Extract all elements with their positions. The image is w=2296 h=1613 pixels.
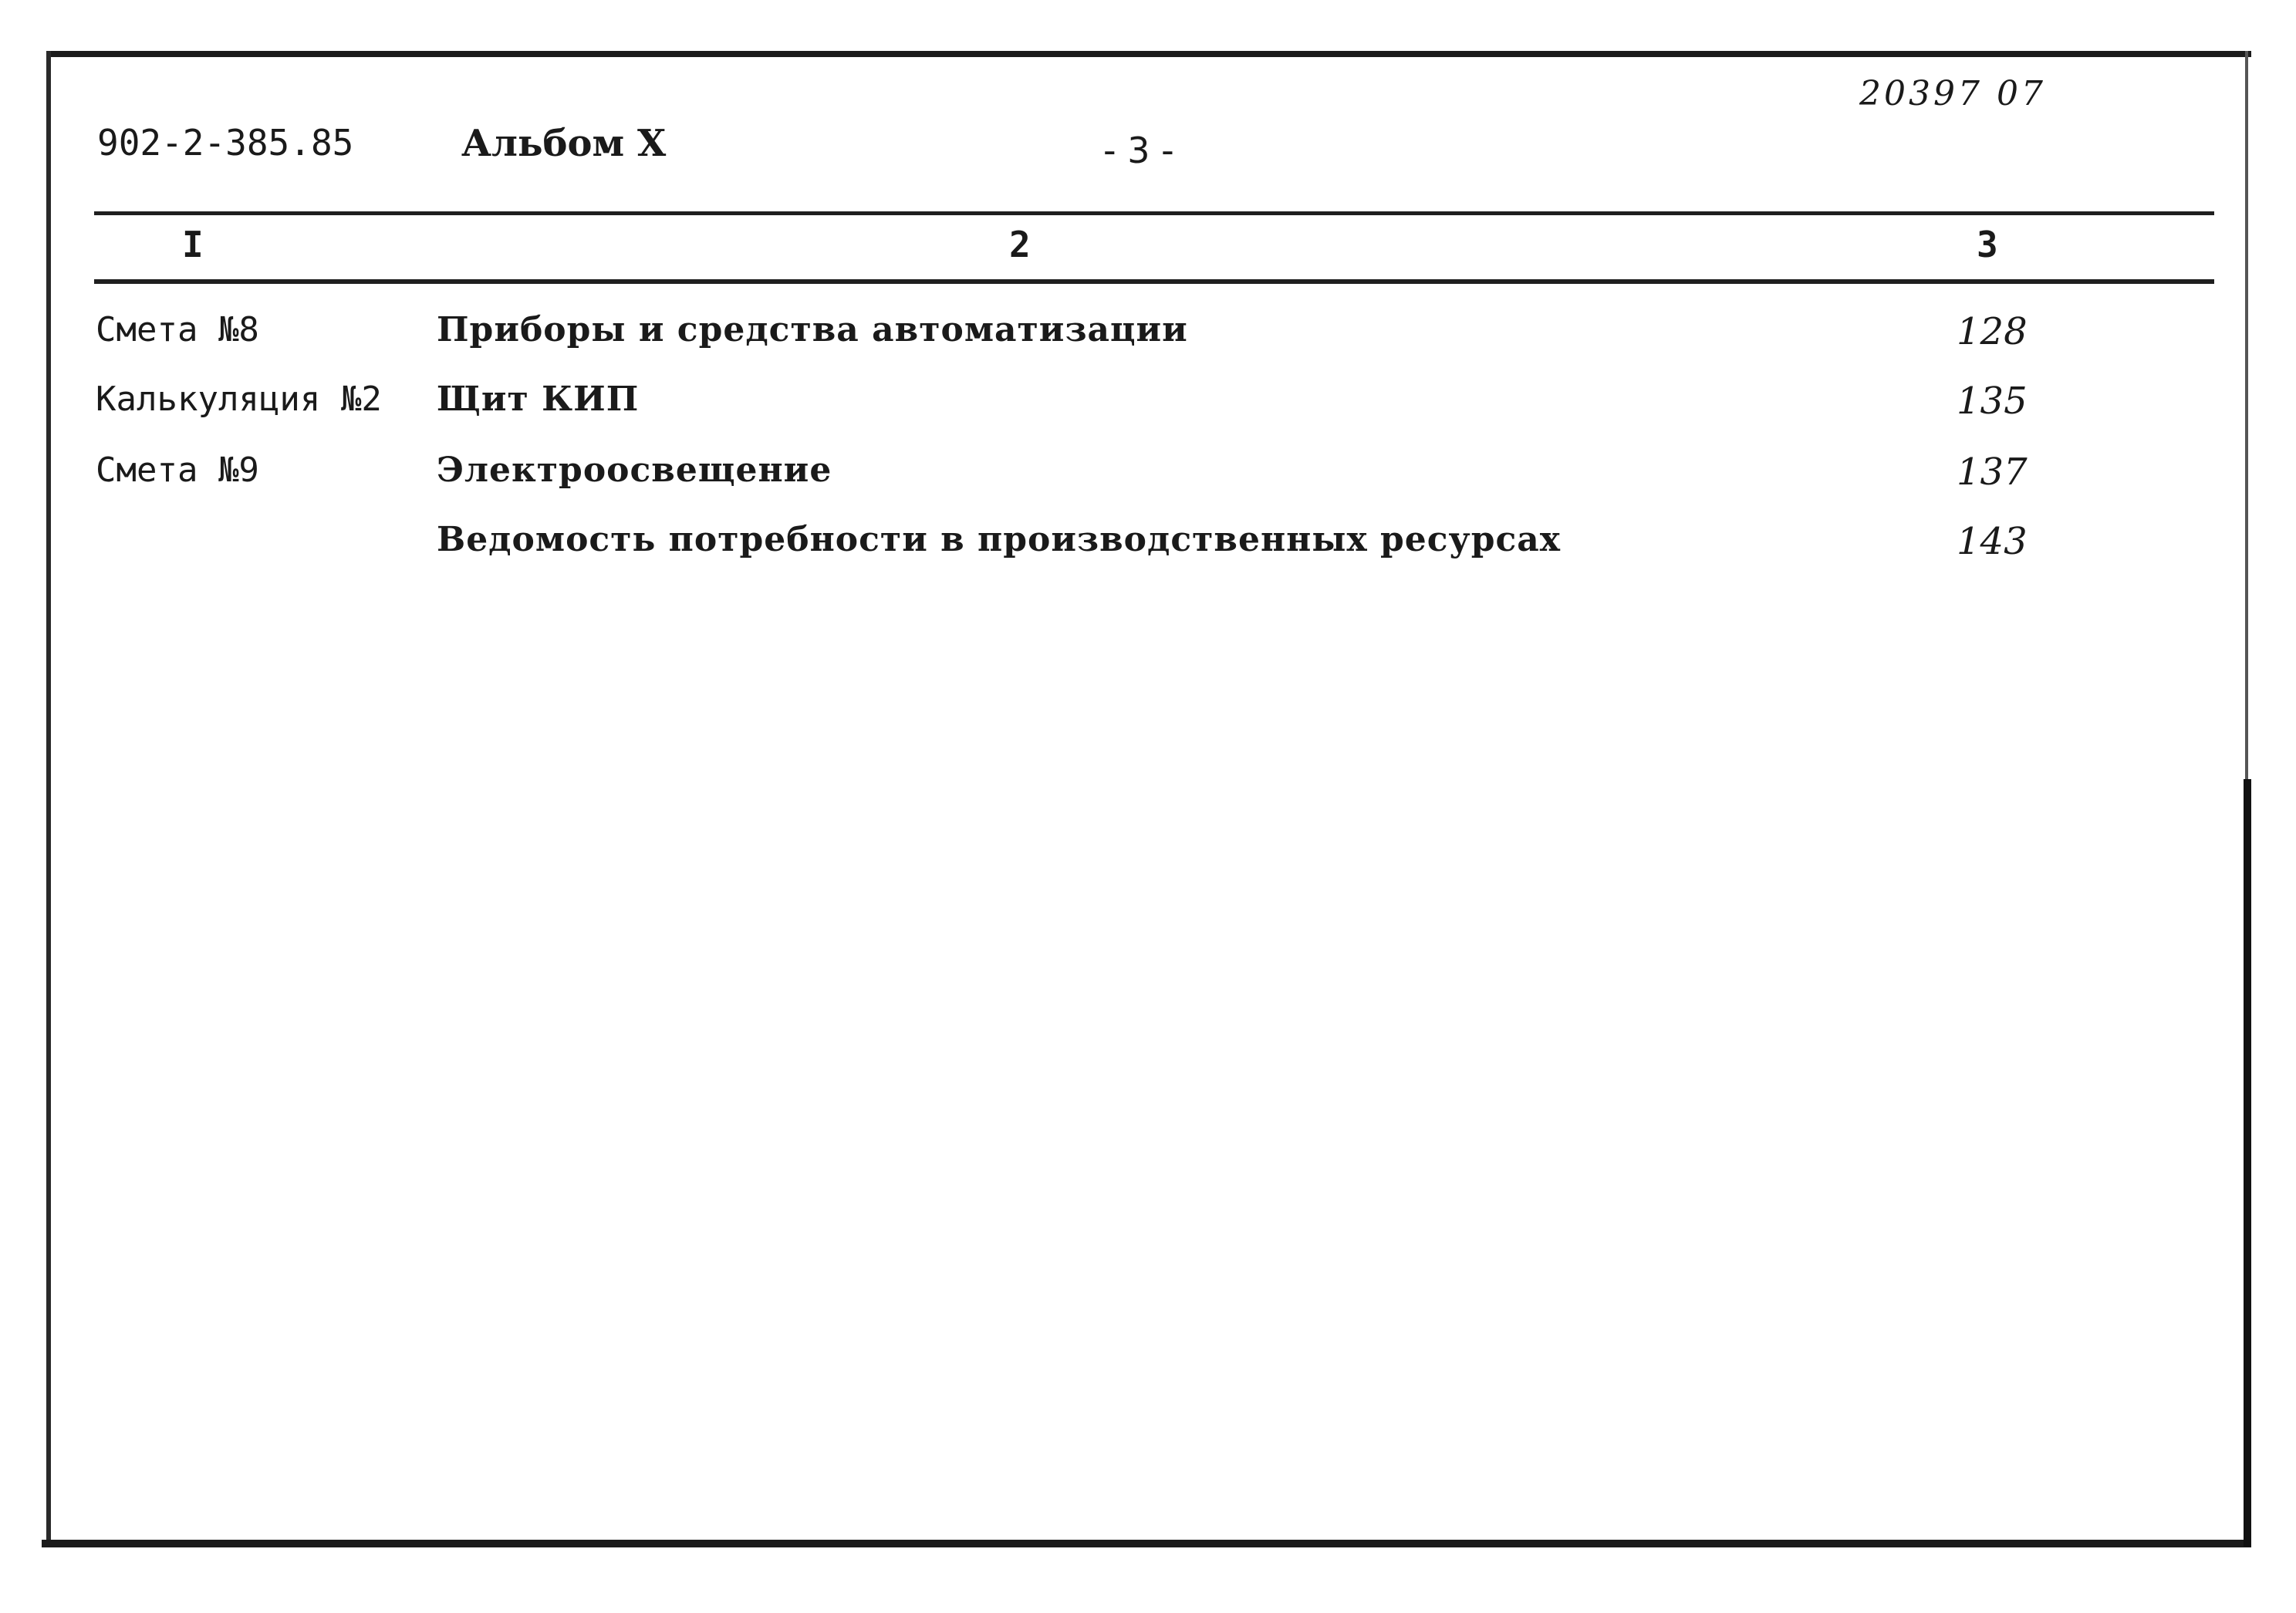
row-page: 137 <box>1957 450 2028 494</box>
album-label: Альбом X <box>461 122 667 165</box>
column-header-1: I <box>182 224 204 265</box>
row-title: Электроосвещение <box>437 450 832 490</box>
sheet-code: 20397 07 <box>1859 74 2046 113</box>
row-name: Смета №8 <box>96 310 259 349</box>
column-header-3: 3 <box>1977 224 1998 265</box>
row-page: 143 <box>1957 520 2028 563</box>
row-name: Калькуляция №2 <box>96 380 382 419</box>
column-header-2: 2 <box>1009 224 1031 265</box>
table-top-rule <box>94 211 2214 215</box>
frame-right-border-upper <box>2245 51 2248 784</box>
frame-top-border <box>48 51 2251 57</box>
table-header-rule <box>94 279 2214 284</box>
frame-right-border-lower <box>2244 779 2251 1547</box>
frame-left-border <box>46 51 51 1547</box>
frame-bottom-border <box>42 1540 2251 1547</box>
row-title: Ведомость потребности в производственных ресурсах <box>437 520 1562 559</box>
row-title: Приборы и средства автоматизации <box>437 310 1188 349</box>
row-title: Щит КИП <box>437 380 640 419</box>
row-page: 135 <box>1957 380 2028 423</box>
page-number: - 3 - <box>1103 130 1174 171</box>
row-page: 128 <box>1957 310 2028 353</box>
row-name: Смета №9 <box>96 450 259 490</box>
document-code: 902-2-385.85 <box>97 122 354 164</box>
